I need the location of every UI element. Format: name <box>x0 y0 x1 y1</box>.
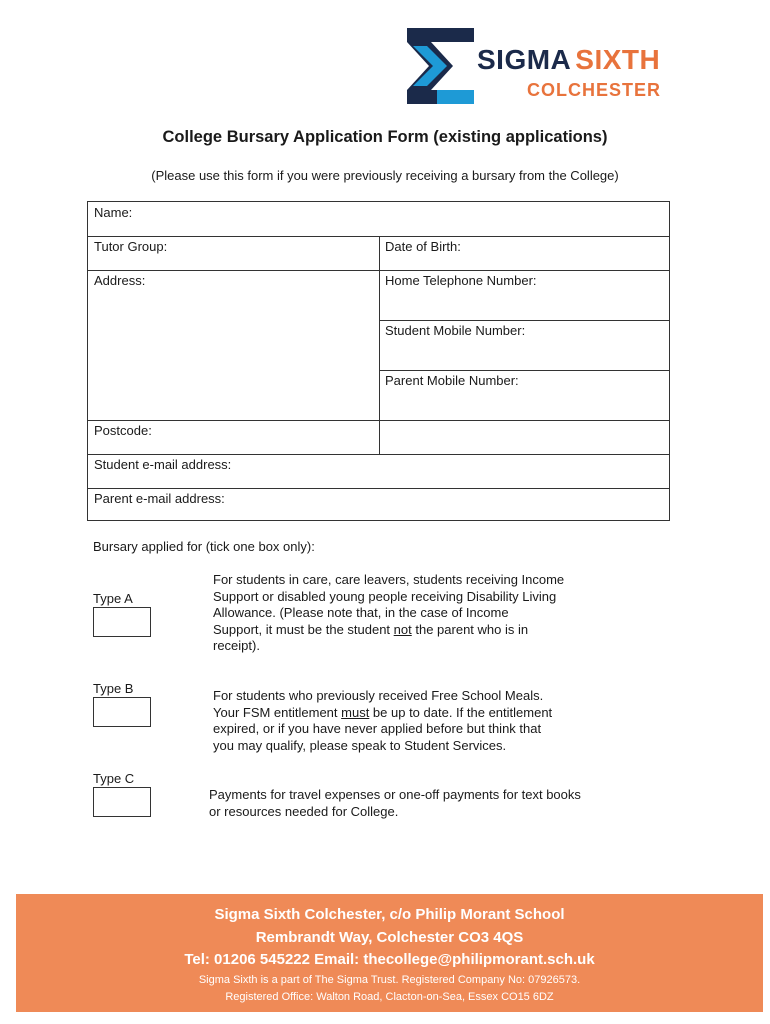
footer <box>16 894 763 1012</box>
type-c-line: Payments for travel expenses or one-off payments for text books <box>209 787 581 802</box>
type-b-line: you may qualify, please speak to Student Services. <box>213 737 507 753</box>
type-a-text: the parent who is in <box>411 621 529 637</box>
parent-mobile-field[interactable] <box>379 370 669 420</box>
type-a-description <box>213 572 564 655</box>
postcode-field[interactable] <box>88 420 379 454</box>
type-b-description <box>213 688 552 754</box>
type-b-text: Your FSM entitlement <box>213 704 342 720</box>
tutor-group-field[interactable] <box>88 236 379 270</box>
type-c-checkbox[interactable] <box>93 787 151 817</box>
footer-address-line1: Sigma Sixth Colchester, c/o Philip Morant School <box>214 906 565 923</box>
postcode-extra-field[interactable] <box>379 420 669 454</box>
dob-field[interactable] <box>379 236 669 270</box>
parent-mobile-label: Parent Mobile Number: <box>385 373 519 388</box>
address-field[interactable] <box>88 270 379 420</box>
type-b-line: For students who previously received Free School Meals. <box>213 688 544 703</box>
logo-word-sigma: SIGMA <box>477 44 572 75</box>
type-a-line: For students in care, care leavers, students receiving Income <box>213 572 565 587</box>
type-b-emphasis: must <box>341 704 370 720</box>
type-a-line: Support or disabled young people receiving Disability Living <box>213 588 557 604</box>
home-phone-label: Home Telephone Number: <box>385 273 537 288</box>
footer-address-line2: Rembrandt Way, Colchester CO3 4QS <box>255 929 524 946</box>
type-b-line: expired, or if you have never applied before but think that <box>213 721 542 736</box>
logo <box>407 28 677 106</box>
type-a-checkbox[interactable] <box>93 607 151 637</box>
name-label: Name: <box>94 205 133 220</box>
type-a-line: receipt). <box>213 638 260 653</box>
type-c-label: Type C <box>93 771 135 786</box>
logo-word-sixth: SIXTH <box>575 44 661 75</box>
student-email-field[interactable] <box>88 454 669 488</box>
bursary-heading: Bursary applied for (tick one box only): <box>93 539 315 554</box>
logo-word-colchester: COLCHESTER <box>527 80 662 100</box>
page-subtitle: (Please use this form if you were previously receiving a bursary from the College) <box>151 168 619 183</box>
type-c-description <box>209 787 581 820</box>
footer-company-info: Sigma Sixth is a part of The Sigma Trust. Registered Company No: 07926573. <box>198 974 581 986</box>
student-mobile-label: Student Mobile Number: <box>385 323 526 338</box>
type-a-text: Support, it must be the student <box>213 621 394 637</box>
footer-contact: Tel: 01206 545222 Email: thecollege@philipmorant.sch.uk <box>184 951 595 968</box>
page-title: College Bursary Application Form (existing applications) <box>162 128 608 146</box>
postcode-label: Postcode: <box>94 423 152 438</box>
type-a-line: Allowance. (Please note that, in the case of Income <box>213 605 509 620</box>
type-b-checkbox[interactable] <box>93 697 151 727</box>
type-a-line <box>213 622 564 639</box>
details-table <box>87 201 670 521</box>
name-field[interactable] <box>88 202 669 236</box>
type-b-label: Type B <box>93 681 134 696</box>
type-a-emphasis: not <box>393 621 412 637</box>
address-label: Address: <box>94 273 146 288</box>
student-mobile-field[interactable] <box>379 320 669 370</box>
tutor-group-label: Tutor Group: <box>94 239 168 254</box>
type-c-line: or resources needed for College. <box>209 803 399 819</box>
footer-registered-office: Registered Office: Walton Road, Clacton-on-Sea, Essex CO15 6DZ <box>225 991 554 1003</box>
type-a-label: Type A <box>93 591 133 606</box>
type-b-text: be up to date. If the entitlement <box>369 704 553 720</box>
home-phone-field[interactable] <box>379 270 669 320</box>
parent-email-field[interactable] <box>88 488 669 520</box>
sigma-chevron-icon <box>407 28 474 104</box>
parent-email-label: Parent e-mail address: <box>94 491 225 506</box>
dob-label: Date of Birth: <box>385 239 461 254</box>
student-email-label: Student e-mail address: <box>94 457 232 472</box>
type-b-line <box>213 705 552 722</box>
logo-wordmark <box>477 44 660 76</box>
